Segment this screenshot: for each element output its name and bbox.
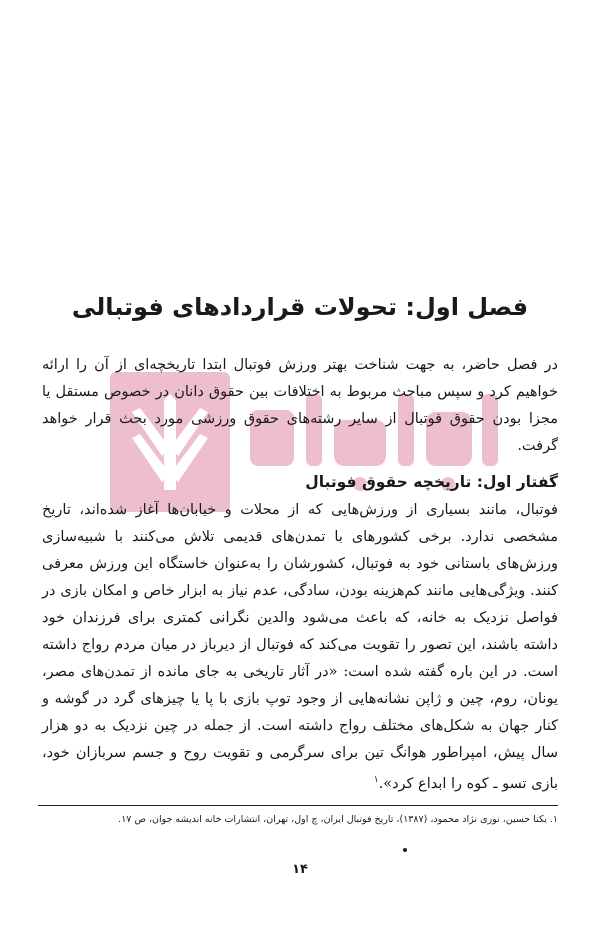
section-paragraph [42,497,558,798]
intro-paragraph: در فصل حاضر، به جهت شناخت بهتر ورزش فوتبال ابتدا تاریخچه‌ای از آن را ارائه خواهیم کرد و سپس مباحث مربوط به اختلافات بین حقوق دانان در خصوص مستقل یا مجزا بودن حقوق فوتبال از سایر رشته‌های حقوق ورزشی مورد بحث قرار خواهد گرفت. [42,357,558,454]
footnote: ۱. یکتا حسین، نوری نژاد محمود، (۱۳۸۷)، تاریخ فوتبال ایران، چ اول، تهران، انتشارات خانه اندیشه جوان، ص ۱۷. [118,814,558,825]
footnote-divider [38,805,558,806]
chapter-title: فصل اول: تحولات قراردادهای فوتبالی [71,293,529,321]
page-number: ۱۴ [292,862,308,877]
section-paragraph-text: فوتبال، مانند بسیاری از ورزش‌هایی که از محلات و خیابان‌ها آغاز شده‌اند، تاریخ مشخصی ندارد. برخی کشورهای با تمدن‌های قدیمی تلاش می‌کنند با شبیه‌سازی ورزش‌های باستانی خود به فوتبال، کشورشان را به‌عنوان خاستگاه این ورزش معرفی کنند. ویژگی‌هایی مانند کم‌هزینه بودن، سادگی، عدم نیاز به ابزار خاص و امکان بازی در فواصل نزدیک به خانه، که باعث می‌شود والدین نگرانی کمتری برای فرزندان خود داشته باشند، این تصور را تقویت می‌کند که فوتبال از دیرباز در میان مردم رواج داشته است. در این باره گفته شده است: «در آثار تاریخی به جای مانده از تمدن‌های مصر، یونان، روم، چین و ژاپن نشانه‌هایی از وجود توپ بازی با پا یا چیزهای گرد در گوشه و کنار جهان به شکل‌های مختلف رواج داشته است. از جمله در چین نزدیک به دو هزار سال پیش، امپراطور هوانگ تین برای سرگرمی و تقویت روح و جسم سربازان خود، بازی تسو ـ کوه را ابداع کرد». [42,502,558,792]
section-title: گفتار اول: تاریخچه حقوق فوتبال [305,473,558,491]
footnote-reference[interactable]: ۱ [373,775,379,785]
stray-mark [403,848,407,852]
